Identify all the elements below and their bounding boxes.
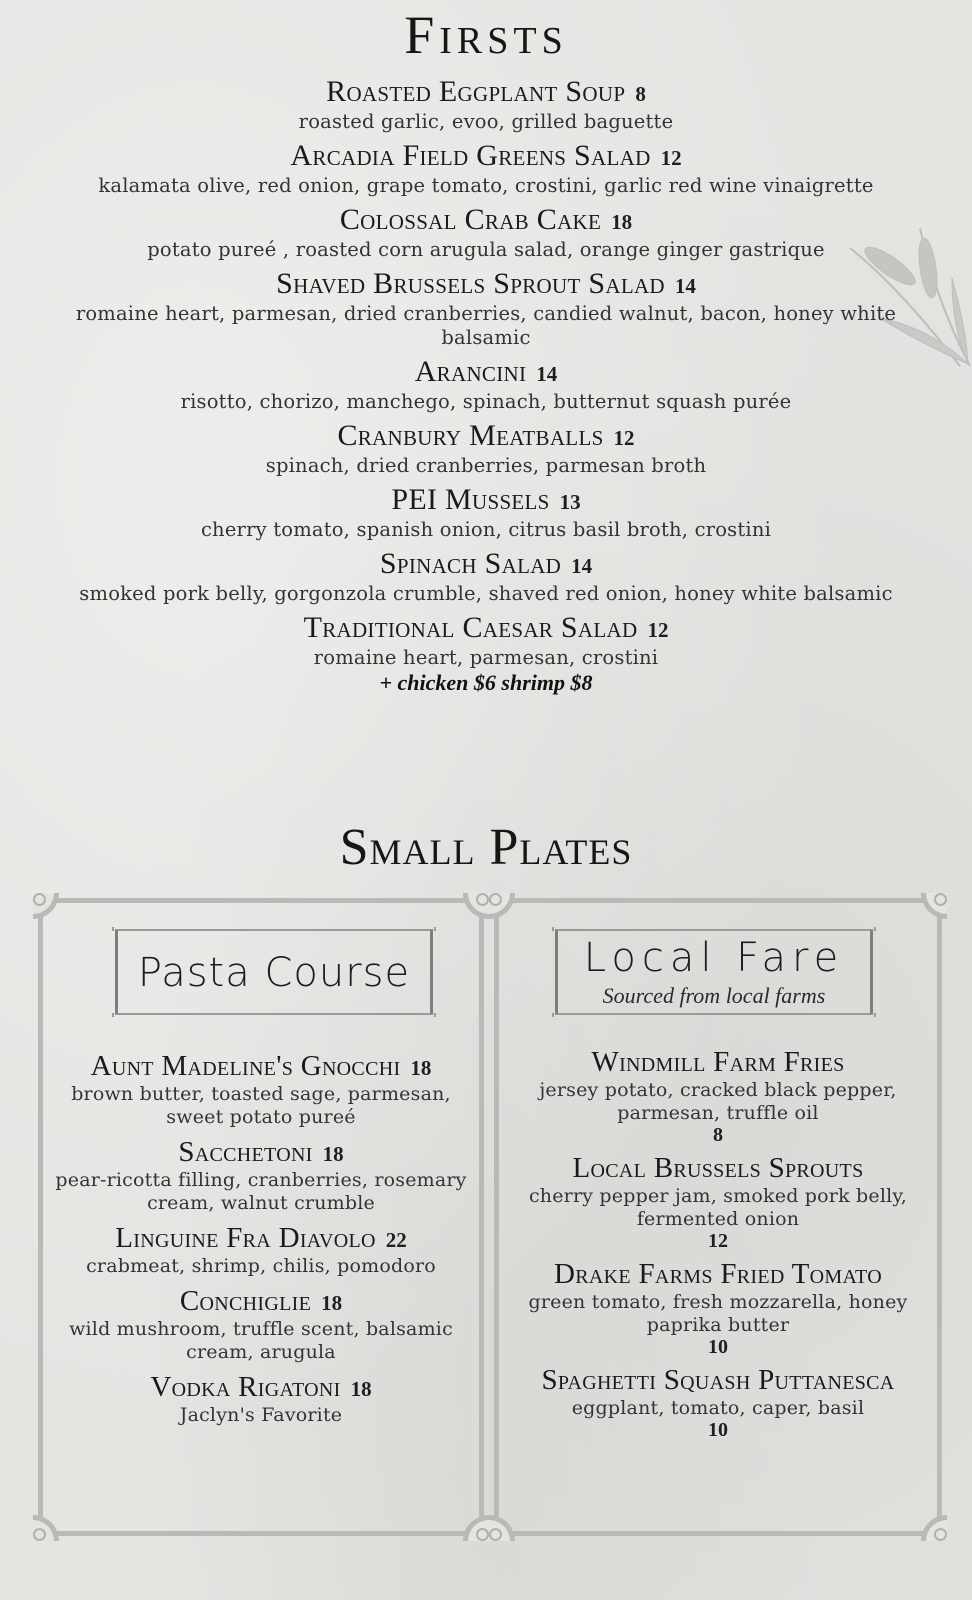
item-description: pear-ricotta filling, cranberries, rosemary cream, walnut crumble [55, 1169, 467, 1214]
firsts-heading: Firsts [404, 5, 568, 65]
frame-corner-ornament [489, 1515, 515, 1541]
pasta-list [43, 1049, 479, 1433]
local-fare-title: Local Fare [583, 935, 845, 981]
menu-item [43, 1049, 479, 1129]
item-name: Local Brussels Sprouts [572, 1152, 864, 1184]
item-description: cherry pepper jam, smoked pork belly, fermented onion [528, 1185, 908, 1230]
frame-corner-ornament [921, 893, 947, 919]
item-description: roasted garlic, evoo, grilled baguette [298, 110, 674, 133]
item-description: green tomato, fresh mozzarella, honey paprika butter [528, 1291, 908, 1336]
item-description: romaine heart, parmesan, dried cranberries, candied walnut, bacon, honey white balsamic [75, 302, 897, 349]
item-price: 14 [536, 362, 558, 386]
item-description: jersey potato, cracked black pepper, parmesan, truffle oil [539, 1079, 897, 1124]
frame-corner-ornament [921, 1515, 947, 1541]
pasta-course-panel [38, 898, 484, 1536]
menu-item [43, 1284, 479, 1364]
item-addon: + chicken $6 shrimp $8 [379, 670, 593, 695]
item-price: 8 [713, 1124, 723, 1146]
item-description: risotto, chorizo, manchego, spinach, butternut squash purée [180, 390, 792, 413]
local-fare-subtitle: Sourced from local farms [602, 983, 826, 1008]
item-name: Shaved Brussels Sprout Salad [276, 267, 665, 300]
item-price: 18 [611, 210, 633, 234]
item-price: 10 [708, 1336, 728, 1358]
menu-item [43, 1135, 479, 1215]
item-price: 18 [321, 1291, 343, 1315]
frame-corner-ornament [489, 893, 515, 919]
menu-item [40, 482, 932, 542]
menu-item [40, 354, 932, 414]
item-price: 8 [635, 82, 646, 106]
item-price: 13 [559, 490, 581, 514]
item-name: Traditional Caesar Salad [303, 611, 638, 644]
menu-item [499, 1045, 937, 1145]
item-price: 12 [708, 1230, 728, 1252]
pasta-course-label [115, 929, 433, 1015]
menu-item [40, 418, 932, 478]
frame-corner-ornament [463, 1515, 489, 1541]
item-description: eggplant, tomato, caper, basil [571, 1397, 865, 1419]
item-name: Aunt Madeline's Gnocchi [90, 1050, 401, 1082]
item-price: 22 [385, 1228, 407, 1252]
item-name: Vodka Rigatoni [150, 1371, 341, 1403]
item-name: Linguine Fra Diavolo [115, 1222, 376, 1254]
pasta-course-title: Pasta Course [137, 950, 411, 996]
item-price: 12 [647, 618, 669, 642]
item-price: 12 [613, 426, 635, 450]
item-description: Jaclyn's Favorite [179, 1404, 343, 1426]
item-description: crabmeat, shrimp, chilis, pomodoro [86, 1255, 436, 1277]
item-name: Conchiglie [179, 1285, 312, 1317]
item-name: Spinach Salad [379, 547, 562, 580]
menu-item [499, 1363, 937, 1440]
item-description: smoked pork belly, gorgonzola crumble, shaved red onion, honey white balsamic [79, 582, 893, 605]
menu-item [499, 1151, 937, 1251]
local-fare-label [555, 929, 873, 1015]
frame-corner-ornament [33, 1515, 59, 1541]
item-name: Drake Farms Fried Tomato [554, 1258, 882, 1290]
item-name: Cranbury Meatballs [337, 419, 604, 452]
item-name: Arancini [414, 355, 527, 388]
item-name: PEI Mussels [391, 483, 550, 516]
item-description: potato pureé , roasted corn arugula salad, orange ginger gastrique [147, 238, 825, 261]
menu-item [499, 1257, 937, 1357]
item-name: Sacchetoni [178, 1136, 313, 1168]
item-description: kalamata olive, red onion, grape tomato, crostini, garlic red wine vinaigrette [98, 174, 874, 197]
item-name: Roasted Eggplant Soup [326, 75, 626, 108]
item-price: 18 [322, 1142, 344, 1166]
item-name: Windmill Farm Fries [591, 1046, 845, 1078]
small-plates-heading: Small Plates [339, 819, 633, 876]
item-price: 14 [674, 274, 696, 298]
menu-item [40, 138, 932, 198]
item-description: romaine heart, parmesan, crostini [313, 646, 659, 669]
item-description: wild mushroom, truffle scent, balsamic cream, arugula [69, 1318, 453, 1363]
menu-item [43, 1370, 479, 1427]
item-description: spinach, dried cranberries, parmesan broth [265, 454, 707, 477]
item-price: 14 [571, 554, 593, 578]
item-price: 18 [410, 1056, 432, 1080]
item-price: 10 [708, 1419, 728, 1441]
menu-item [40, 74, 932, 134]
local-fare-panel [494, 898, 942, 1536]
menu-item [43, 1221, 479, 1278]
frame-corner-ornament [33, 893, 59, 919]
local-fare-list [499, 1045, 937, 1446]
item-name: Spaghetti Squash Puttanesca [541, 1364, 895, 1396]
item-price: 12 [660, 146, 682, 170]
menu-item [40, 610, 932, 696]
item-description: brown butter, toasted sage, parmesan, sweet potato pureé [71, 1083, 451, 1128]
item-name: Colossal Crab Cake [339, 203, 602, 236]
item-price: 18 [350, 1377, 372, 1401]
menu-item [40, 266, 932, 350]
frame-corner-ornament [463, 893, 489, 919]
item-description: cherry tomato, spanish onion, citrus basil broth, crostini [200, 518, 772, 541]
firsts-list [40, 74, 932, 700]
item-name: Arcadia Field Greens Salad [290, 139, 651, 172]
menu-item [40, 546, 932, 606]
menu-item [40, 202, 932, 262]
